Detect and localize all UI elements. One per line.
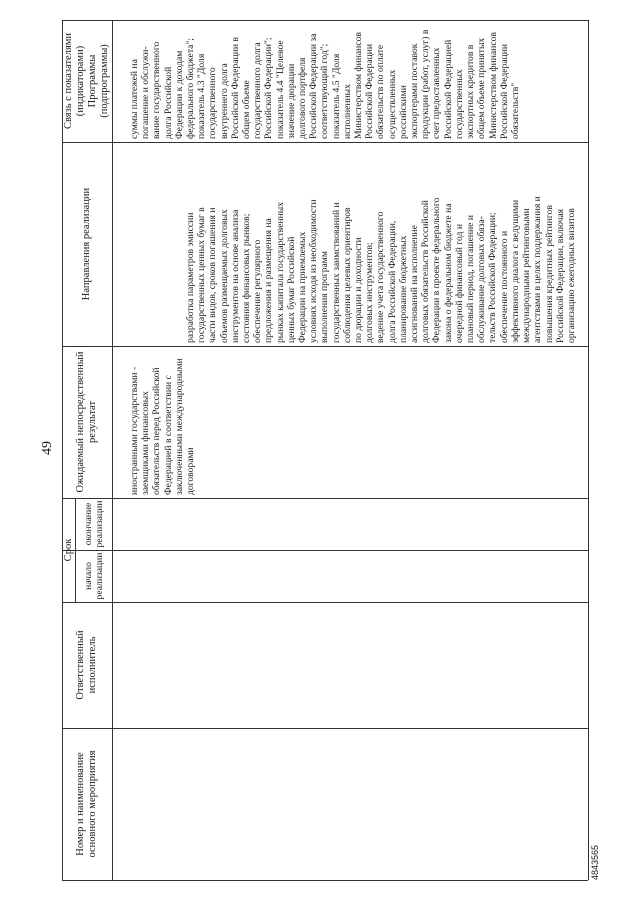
cell-end-date: [115, 554, 135, 598]
page-number: 49: [40, 441, 55, 455]
cell-directions: разработка параметров эмиссии государственных ценных бумаг в части видов, сроков погашения и объемов размещаемых долговых инструментов на основе анализа состояния финансовых рынков; обеспечение регулярного предложения и размещения на рынках капитала государственных ценных бумаг Российской Федерации на приемлемых условиях исходя из необходимости выполнения программ государственных заимствований и соблюдения целевых ориентиров по дюрации и доходности долговых инструментов; ведение учета государственного долга Российской Федерации, планирование бюджетных ассигнований на исполнение долговых обязательств Российской Федерации в проекте федерального закона о федеральном бюджете на очередной финансовый год и плановый период, погашение и обслуживание долговых обяза- тельств Российской Федерации; обеспечение постоянного и эффективного диалога с ведущими международными рейтинговыми агентствами в целях поддержания и повышения кредитных рейтингов Российской Федерации, включая организацию ежегодных визитов: [185, 196, 577, 343]
header-term: Срок: [62, 538, 74, 562]
header-main-measure: Номер и наименование основного мероприятия: [75, 750, 98, 858]
cell-expected-result: иностранными государствами - заемщиками финансовых обязательств перед Российской Федерацией в соответствии с заключенными международными договорами: [129, 358, 197, 495]
document-code: 4843565: [590, 844, 600, 880]
header-start-date: начало реализации: [82, 552, 105, 600]
header-responsible-executor: Ответственный исполнитель: [75, 630, 98, 700]
header-expected-result: Ожидаемый непосредственный результат: [75, 351, 98, 493]
header-end-date: окончание реализации: [82, 500, 105, 548]
cell-links-to-indicators: суммы платежей на погашение и обслужи- вание государственного долга Российской Федерации к доходам федерального бюджета"; показатель 4.3 "Доля государственного внутреннего долга Российской Федерации в общем объеме государственного долга Российской Федерации"; показатель 4.4 "Целевое значение дюрации долгового портфеля Российской Федерации за соответствующий год"; показатель 4.5 "Доля исполненных Министерством финансов Российской Федерации обязательств по оплате осуществленных российскими экспортерами поставок продукции (работ, услуг) в счет предоставленных Российской Федерацией государственных экспортных кредитов в общем объеме принятых Министерством финансов Российской Федерации обязательств": [129, 29, 521, 139]
header-links-to-indicators: Связь с показателями (индикаторами) Программы (подпрограммы): [63, 32, 110, 130]
header-directions: Направления реализации: [81, 187, 92, 301]
cell-start-date: [115, 606, 135, 650]
cell-main-measure: [115, 730, 135, 876]
